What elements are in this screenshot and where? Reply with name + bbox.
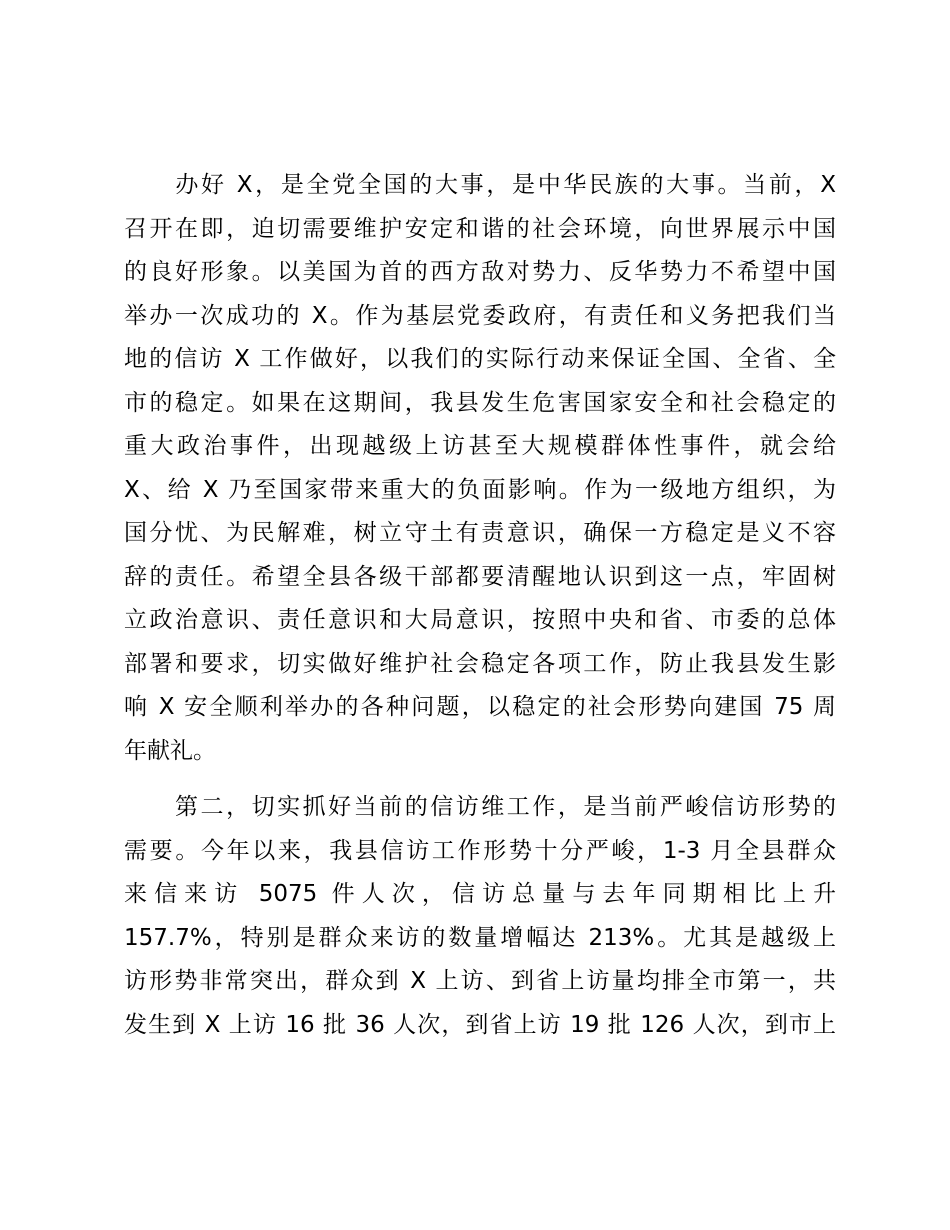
document-page <box>124 164 836 1047</box>
text-line: 国分忧、为民解难，树立守土有责意识，确保一方稳定是义不容 <box>124 520 836 546</box>
text-line: 辞的责任。希望全县各级干部都要清醒地认识到这一点，牢固树 <box>124 563 836 590</box>
paragraph-gap <box>124 773 836 786</box>
text-line: 来信来访 5075 件人次，信访总量与去年同期相比上升 <box>124 881 836 907</box>
text-line: 响 X 安全顺利举办的各种问题，以稳定的社会形势向建国 75 周 <box>124 694 836 720</box>
paragraph-1 <box>124 164 836 773</box>
text-line: 召开在即，迫切需要维护安定和谐的社会环境，向世界展示中国 <box>124 215 836 242</box>
text-line: 第二，切实抓好当前的信访维工作，是当前严峻信访形势的 <box>124 794 836 820</box>
text-line: 举办一次成功的 X。作为基层党委政府，有责任和义务把我们当 <box>124 302 836 329</box>
text-line: 市的稳定。如果在这期间，我县发生危害国家安全和社会稳定的 <box>124 389 836 416</box>
text-line: 访形势非常突出，群众到 X 上访、到省上访量均排全市第一，共 <box>124 968 836 994</box>
text-line: 需要。今年以来，我县信访工作形势十分严峻，1-3 月全县群众 <box>124 837 836 864</box>
text-line: 年献礼。 <box>124 737 216 764</box>
text-line: 157.7%，特别是群众来访的数量增幅达 213%。尤其是越级上 <box>124 924 836 951</box>
text-line: 发生到 X 上访 16 批 36 人次，到省上访 19 批 126 人次，到市上 <box>124 1011 836 1038</box>
text-line: 部署和要求，切实做好维护社会稳定各项工作，防止我县发生影 <box>124 650 836 677</box>
text-line: 地的信访 X 工作做好，以我们的实际行动来保证全国、全省、全 <box>124 346 836 372</box>
text-line: 办好 X，是全党全国的大事，是中华民族的大事。当前，X <box>124 172 836 198</box>
paragraph-2 <box>124 786 836 1047</box>
text-line: 立政治意识、责任意识和大局意识，按照中央和省、市委的总体 <box>124 607 836 633</box>
text-line: 重大政治事件，出现越级上访甚至大规模群体性事件，就会给 <box>124 433 836 459</box>
text-line: 的良好形象。以美国为首的西方敌对势力、反华势力不希望中国 <box>124 259 836 285</box>
text-line: X、给 X 乃至国家带来重大的负面影响。作为一级地方组织，为 <box>124 476 836 503</box>
